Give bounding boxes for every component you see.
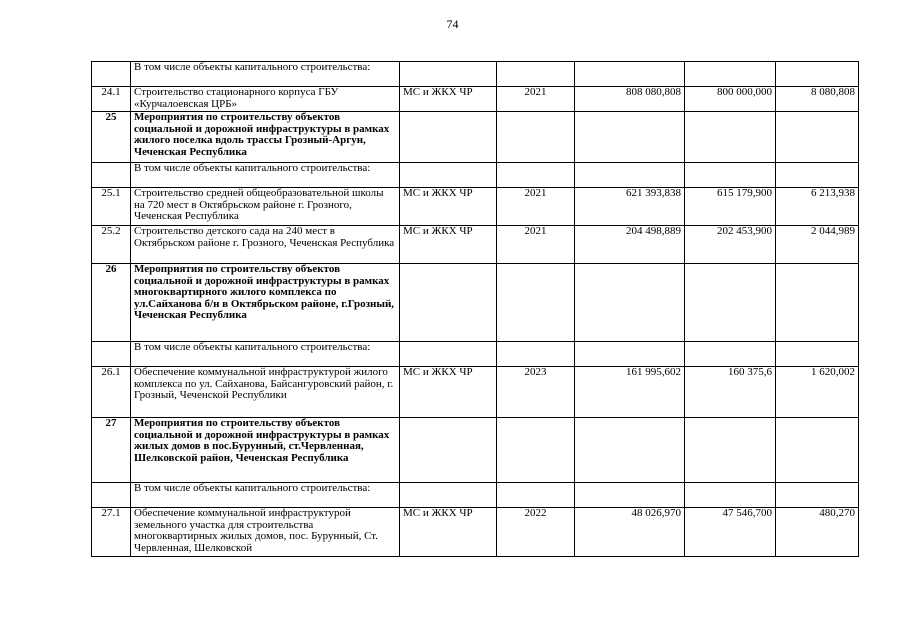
measure-name-cell: Строительство средней общеобразовательной школы на 720 мест в Октябрьском районе г. Грозного, Чеченская Республика bbox=[131, 188, 400, 226]
table-row bbox=[92, 112, 859, 163]
row-number-cell: 24.1 bbox=[92, 87, 131, 112]
table-row bbox=[92, 483, 859, 508]
federal-amount-cell bbox=[685, 483, 776, 508]
regional-amount-cell: 6 213,938 bbox=[776, 188, 859, 226]
responsible-org-cell: МС и ЖКХ ЧР bbox=[400, 367, 497, 418]
page-number: 74 bbox=[446, 17, 459, 31]
table-row bbox=[92, 367, 859, 418]
regional-amount-cell bbox=[776, 342, 859, 367]
measure-name-cell: В том числе объекты капитального строительства: bbox=[131, 342, 400, 367]
total-amount-cell bbox=[575, 264, 685, 342]
year-cell bbox=[497, 418, 575, 483]
regional-amount-cell bbox=[776, 483, 859, 508]
measure-name-cell: Мероприятия по строительству объектов социальной и дорожной инфраструктуры в рамках жилого поселка вдоль трассы Грозный-Аргун, Чеченская Республика bbox=[131, 112, 400, 163]
total-amount-cell bbox=[575, 163, 685, 188]
measure-name-cell: В том числе объекты капитального строительства: bbox=[131, 163, 400, 188]
total-amount-cell bbox=[575, 342, 685, 367]
measure-name-cell: Обеспечение коммунальной инфраструктурой земельного участка для строительства многоквартирных жилых домов, пос. Бурунный, Ст. Червленная, Шелковской bbox=[131, 508, 400, 557]
federal-amount-cell: 615 179,900 bbox=[685, 188, 776, 226]
responsible-org-cell bbox=[400, 418, 497, 483]
total-amount-cell: 161 995,602 bbox=[575, 367, 685, 418]
measure-name-cell: Строительство стационарного корпуса ГБУ «Курчалоевская ЦРБ» bbox=[131, 87, 400, 112]
regional-amount-cell bbox=[776, 62, 859, 87]
measure-name-cell: В том числе объекты капитального строительства: bbox=[131, 483, 400, 508]
total-amount-cell bbox=[575, 112, 685, 163]
table-row bbox=[92, 163, 859, 188]
measure-name-cell: В том числе объекты капитального строительства: bbox=[131, 62, 400, 87]
regional-amount-cell bbox=[776, 163, 859, 188]
responsible-org-cell bbox=[400, 264, 497, 342]
row-number-cell: 25.2 bbox=[92, 226, 131, 264]
year-cell: 2021 bbox=[497, 226, 575, 264]
total-amount-cell: 621 393,838 bbox=[575, 188, 685, 226]
responsible-org-cell bbox=[400, 112, 497, 163]
measure-name-cell: Мероприятия по строительству объектов социальной и дорожной инфраструктуры в рамках жилых домов в пос.Бурунный, ст.Червленная, Шелковской район, Чеченская Республика bbox=[131, 418, 400, 483]
table-row bbox=[92, 226, 859, 264]
row-number-cell: 26 bbox=[92, 264, 131, 342]
measure-name-cell: Мероприятия по строительству объектов социальной и дорожной инфраструктуры в рамках многоквартирного жилого комплекса по ул.Сайханова б/н в Октябрьском районе, г.Грозный, Чеченская Республика bbox=[131, 264, 400, 342]
total-amount-cell bbox=[575, 62, 685, 87]
year-cell: 2023 bbox=[497, 367, 575, 418]
year-cell bbox=[497, 163, 575, 188]
total-amount-cell: 204 498,889 bbox=[575, 226, 685, 264]
responsible-org-cell: МС и ЖКХ ЧР bbox=[400, 188, 497, 226]
measure-name-cell: Обеспечение коммунальной инфраструктурой жилого комплекса по ул. Сайханова, Байсангуровский район, г. Грозный, Чеченской Республики bbox=[131, 367, 400, 418]
federal-amount-cell bbox=[685, 62, 776, 87]
table-row bbox=[92, 342, 859, 367]
year-cell: 2021 bbox=[497, 188, 575, 226]
federal-amount-cell bbox=[685, 163, 776, 188]
regional-amount-cell: 8 080,808 bbox=[776, 87, 859, 112]
federal-amount-cell bbox=[685, 264, 776, 342]
table-row bbox=[92, 264, 859, 342]
regional-amount-cell bbox=[776, 418, 859, 483]
year-cell: 2021 bbox=[497, 87, 575, 112]
row-number-cell: 27.1 bbox=[92, 508, 131, 557]
row-number-cell: 27 bbox=[92, 418, 131, 483]
table-row bbox=[92, 62, 859, 87]
measure-name-cell: Строительство детского сада на 240 мест в Октябрьском районе г. Грозного, Чеченская Республика bbox=[131, 226, 400, 264]
regional-amount-cell bbox=[776, 264, 859, 342]
regional-amount-cell bbox=[776, 112, 859, 163]
year-cell bbox=[497, 342, 575, 367]
year-cell bbox=[497, 483, 575, 508]
federal-amount-cell: 160 375,6 bbox=[685, 367, 776, 418]
table-row bbox=[92, 87, 859, 112]
responsible-org-cell bbox=[400, 483, 497, 508]
year-cell bbox=[497, 62, 575, 87]
responsible-org-cell: МС и ЖКХ ЧР bbox=[400, 226, 497, 264]
row-number-cell: 26.1 bbox=[92, 367, 131, 418]
total-amount-cell bbox=[575, 418, 685, 483]
federal-amount-cell bbox=[685, 112, 776, 163]
row-number-cell bbox=[92, 163, 131, 188]
capital-construction-table bbox=[91, 61, 859, 557]
federal-amount-cell: 47 546,700 bbox=[685, 508, 776, 557]
responsible-org-cell: МС и ЖКХ ЧР bbox=[400, 508, 497, 557]
federal-amount-cell: 800 000,000 bbox=[685, 87, 776, 112]
regional-amount-cell: 1 620,002 bbox=[776, 367, 859, 418]
year-cell: 2022 bbox=[497, 508, 575, 557]
table-row bbox=[92, 418, 859, 483]
regional-amount-cell: 2 044,989 bbox=[776, 226, 859, 264]
year-cell bbox=[497, 264, 575, 342]
regional-amount-cell: 480,270 bbox=[776, 508, 859, 557]
table-row bbox=[92, 188, 859, 226]
responsible-org-cell bbox=[400, 342, 497, 367]
responsible-org-cell bbox=[400, 163, 497, 188]
row-number-cell: 25 bbox=[92, 112, 131, 163]
year-cell bbox=[497, 112, 575, 163]
federal-amount-cell bbox=[685, 418, 776, 483]
responsible-org-cell bbox=[400, 62, 497, 87]
row-number-cell bbox=[92, 342, 131, 367]
total-amount-cell bbox=[575, 483, 685, 508]
table-row bbox=[92, 508, 859, 557]
federal-amount-cell bbox=[685, 342, 776, 367]
total-amount-cell: 808 080,808 bbox=[575, 87, 685, 112]
table-body bbox=[92, 62, 859, 557]
row-number-cell: 25.1 bbox=[92, 188, 131, 226]
total-amount-cell: 48 026,970 bbox=[575, 508, 685, 557]
row-number-cell bbox=[92, 62, 131, 87]
row-number-cell bbox=[92, 483, 131, 508]
responsible-org-cell: МС и ЖКХ ЧР bbox=[400, 87, 497, 112]
federal-amount-cell: 202 453,900 bbox=[685, 226, 776, 264]
